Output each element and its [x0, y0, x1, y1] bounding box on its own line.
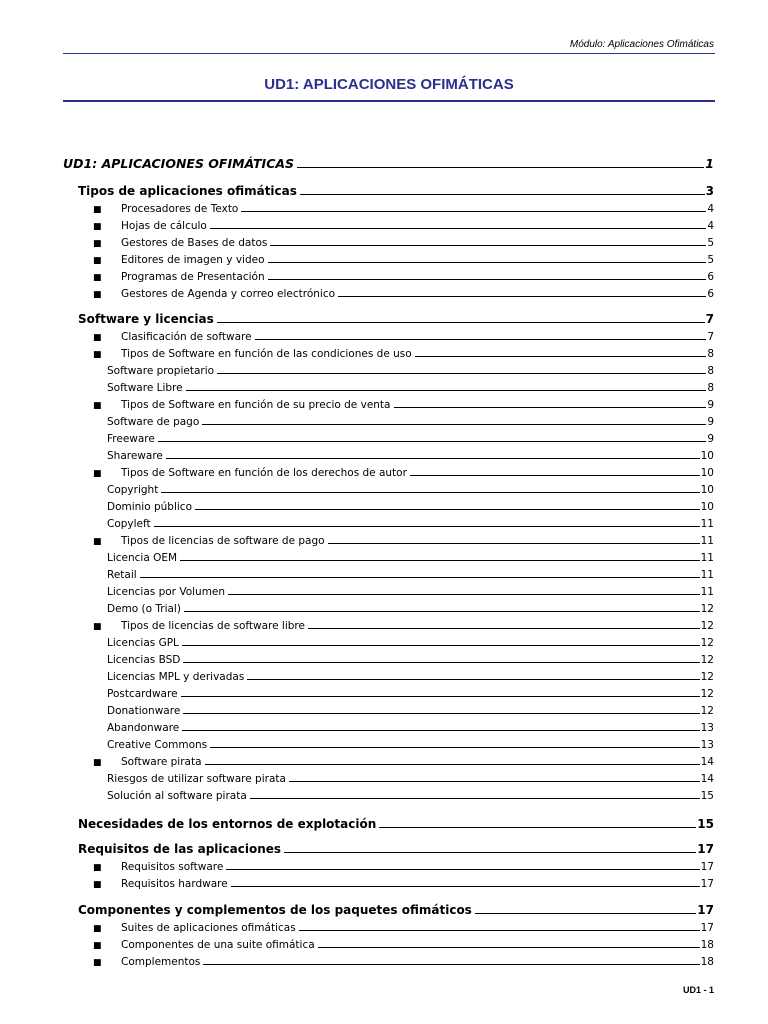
- toc-leader-line: [268, 279, 707, 280]
- toc-entry-page: 5: [707, 237, 714, 249]
- toc-leader-line: [415, 356, 707, 357]
- toc-leader-line: [217, 373, 706, 374]
- toc-entry-label: Freeware: [107, 433, 155, 445]
- bullet-icon: ■: [93, 941, 102, 951]
- bullet-icon: ■: [93, 333, 102, 343]
- toc-leader-line: [181, 696, 700, 697]
- toc-entry[interactable]: [107, 688, 714, 700]
- toc-entry-label: Licencias MPL y derivadas: [107, 671, 245, 683]
- toc-leader-line: [217, 322, 705, 323]
- toc-entry-page: 15: [700, 790, 714, 802]
- toc-leader-line: [182, 645, 700, 646]
- header-rule: [63, 53, 715, 54]
- toc-entry[interactable]: [93, 348, 714, 360]
- bullet-icon: ■: [93, 401, 102, 411]
- toc-entry-page: 4: [707, 220, 714, 232]
- toc-entry-label: Requisitos hardware: [121, 878, 228, 890]
- toc-entry-page: 13: [700, 722, 714, 734]
- toc-entry-label: Editores de imagen y video: [121, 254, 265, 266]
- toc-entry[interactable]: [107, 671, 714, 683]
- bullet-icon: ■: [93, 290, 102, 300]
- toc-leader-line: [183, 662, 699, 663]
- toc-entry-page: 7: [707, 331, 714, 343]
- toc-entry[interactable]: [78, 842, 714, 856]
- toc-entry[interactable]: [93, 756, 714, 768]
- toc-entry-page: 4: [707, 203, 714, 215]
- toc-leader-line: [186, 390, 707, 391]
- toc-entry-page: 12: [700, 603, 714, 615]
- toc-leader-line: [270, 245, 706, 246]
- toc-leader-line: [210, 747, 700, 748]
- toc-entry-label: Suites de aplicaciones ofimáticas: [121, 922, 296, 934]
- bullet-icon: ■: [93, 622, 102, 632]
- toc-entry[interactable]: [93, 535, 714, 547]
- toc-entry[interactable]: [107, 637, 714, 649]
- toc-entry[interactable]: [107, 365, 714, 377]
- toc-entry[interactable]: [93, 467, 714, 479]
- toc-entry-page: 9: [707, 433, 714, 445]
- toc-entry-page: 7: [705, 312, 714, 326]
- toc-entry[interactable]: [93, 288, 714, 300]
- toc-entry-page: 18: [700, 939, 714, 951]
- toc-entry-page: 11: [700, 552, 714, 564]
- toc-entry[interactable]: [107, 501, 714, 513]
- toc-entry-label: Retail: [107, 569, 137, 581]
- toc-entry-label: Riesgos de utilizar software pirata: [107, 773, 286, 785]
- toc-entry-label: Complementos: [121, 956, 201, 968]
- bullet-icon: ■: [93, 239, 102, 249]
- toc-leader-line: [184, 611, 700, 612]
- toc-entry[interactable]: [107, 790, 714, 802]
- toc-entry-label: Requisitos software: [121, 861, 224, 873]
- toc-entry[interactable]: [78, 903, 714, 917]
- toc-entry-page: 14: [700, 773, 714, 785]
- toc-entry-page: 10: [700, 501, 714, 513]
- toc-leader-line: [284, 852, 696, 853]
- page-footer: UD1 - 1: [682, 985, 714, 995]
- toc-entry-label: Tipos de Software en función de su precio de venta: [121, 399, 391, 411]
- toc-entry-page: 17: [697, 842, 714, 856]
- toc-entry[interactable]: [107, 739, 714, 751]
- toc-entry-page: 17: [700, 922, 714, 934]
- toc-leader-line: [140, 577, 700, 578]
- toc-entry-page: 11: [700, 518, 714, 530]
- toc-entry[interactable]: [93, 956, 714, 968]
- toc-entry-label: Software propietario: [107, 365, 215, 377]
- toc-leader-line: [308, 628, 700, 629]
- toc-entry[interactable]: [93, 220, 714, 232]
- bullet-icon: ■: [93, 469, 102, 479]
- bullet-icon: ■: [93, 205, 102, 215]
- toc-leader-line: [289, 781, 700, 782]
- title-rule: [63, 100, 715, 102]
- toc-leader-line: [318, 947, 700, 948]
- toc-entry-page: 8: [707, 365, 714, 377]
- toc-entry[interactable]: [107, 433, 714, 445]
- toc-entry[interactable]: [93, 331, 714, 343]
- toc-entry-page: 12: [700, 620, 714, 632]
- toc-entry-label: Creative Commons: [107, 739, 208, 751]
- toc-entry-label: Gestores de Bases de datos: [121, 237, 268, 249]
- bullet-icon: ■: [93, 758, 102, 768]
- toc-entry[interactable]: [107, 705, 714, 717]
- toc-entry-label: Software de pago: [107, 416, 200, 428]
- toc-leader-line: [268, 262, 707, 263]
- toc-leader-line: [182, 730, 699, 731]
- bullet-icon: ■: [93, 256, 102, 266]
- toc-leader-line: [195, 509, 700, 510]
- toc-entry[interactable]: [93, 939, 714, 951]
- bullet-icon: ■: [93, 958, 102, 968]
- toc-entry-page: 18: [700, 956, 714, 968]
- toc-entry-label: Copyright: [107, 484, 159, 496]
- toc-entry-label: Software Libre: [107, 382, 183, 394]
- toc-entry-label: Copyleft: [107, 518, 151, 530]
- toc-leader-line: [328, 543, 700, 544]
- toc-entry-label: Tipos de licencias de software de pago: [121, 535, 325, 547]
- toc-leader-line: [475, 913, 696, 914]
- toc-entry-label: Software pirata: [121, 756, 202, 768]
- toc-entry-page: 8: [707, 382, 714, 394]
- toc-entry-page: 12: [700, 671, 714, 683]
- toc-entry[interactable]: [93, 922, 714, 934]
- toc-leader-line: [166, 458, 700, 459]
- bullet-icon: ■: [93, 273, 102, 283]
- toc-entry-label: Clasificación de software: [121, 331, 252, 343]
- toc-entry[interactable]: [107, 773, 714, 785]
- toc-entry-page: 8: [707, 348, 714, 360]
- toc-entry[interactable]: [107, 586, 714, 598]
- toc-entry-label: Postcardware: [107, 688, 178, 700]
- toc-entry-page: 11: [700, 569, 714, 581]
- toc-entry-label: UD1: APLICACIONES OFIMÁTICAS: [63, 156, 295, 171]
- toc-entry[interactable]: [93, 620, 714, 632]
- bullet-icon: ■: [93, 350, 102, 360]
- toc-leader-line: [394, 407, 707, 408]
- toc-entry[interactable]: [107, 518, 714, 530]
- running-header: Módulo: Aplicaciones Ofimáticas: [569, 39, 714, 50]
- toc-entry-label: Componentes de una suite ofimática: [121, 939, 315, 951]
- toc-entry-label: Gestores de Agenda y correo electrónico: [121, 288, 336, 300]
- toc-entry-page: 13: [700, 739, 714, 751]
- toc-entry-label: Tipos de aplicaciones ofimáticas: [78, 184, 297, 198]
- toc-leader-line: [297, 167, 704, 168]
- toc-leader-line: [255, 339, 707, 340]
- toc-entry-label: Demo (o Trial): [107, 603, 181, 615]
- toc-leader-line: [410, 475, 700, 476]
- toc-entry-page: 9: [707, 416, 714, 428]
- toc-entry[interactable]: [93, 878, 714, 890]
- toc-entry-label: Dominio público: [107, 501, 193, 513]
- toc-leader-line: [183, 713, 699, 714]
- toc-entry-page: 9: [707, 399, 714, 411]
- document-title: UD1: APLICACIONES OFIMÁTICAS: [264, 76, 514, 93]
- toc-entry-label: Shareware: [107, 450, 163, 462]
- toc-entry[interactable]: [93, 237, 714, 249]
- toc-entry-label: Tipos de licencias de software libre: [121, 620, 305, 632]
- toc-entry[interactable]: [107, 722, 714, 734]
- toc-entry[interactable]: [93, 861, 714, 873]
- bullet-icon: ■: [93, 863, 102, 873]
- toc-entry-label: Solución al software pirata: [107, 790, 247, 802]
- toc-entry-page: 10: [700, 484, 714, 496]
- toc-entry[interactable]: [107, 382, 714, 394]
- toc-entry[interactable]: [107, 484, 714, 496]
- toc-entry-label: Componentes y complementos de los paquetes ofimáticos: [78, 903, 472, 917]
- toc-entry-page: 10: [700, 467, 714, 479]
- toc-entry[interactable]: [107, 569, 714, 581]
- toc-entry-page: 15: [697, 817, 714, 831]
- toc-leader-line: [210, 228, 706, 229]
- toc-entry[interactable]: [93, 254, 714, 266]
- toc-leader-line: [300, 194, 705, 195]
- toc-entry-page: 6: [707, 271, 714, 283]
- toc-entry-label: Programas de Presentación: [121, 271, 265, 283]
- toc-entry-page: 11: [700, 586, 714, 598]
- toc-entry-page: 12: [700, 705, 714, 717]
- bullet-icon: ■: [93, 880, 102, 890]
- toc-leader-line: [247, 679, 699, 680]
- toc-leader-line: [202, 424, 706, 425]
- toc-entry-label: Licencias por Volumen: [107, 586, 226, 598]
- toc-entry-page: 14: [700, 756, 714, 768]
- toc-leader-line: [226, 869, 699, 870]
- toc-entry-page: 6: [707, 288, 714, 300]
- toc-entry-page: 11: [700, 535, 714, 547]
- toc-entry-label: Tipos de Software en función de los derechos de autor: [121, 467, 407, 479]
- toc-entry[interactable]: [93, 203, 714, 215]
- toc-leader-line: [250, 798, 700, 799]
- toc-entry[interactable]: [107, 552, 714, 564]
- toc-leader-line: [180, 560, 700, 561]
- toc-entry-page: 5: [707, 254, 714, 266]
- bullet-icon: ■: [93, 537, 102, 547]
- toc-entry-page: 3: [705, 184, 714, 198]
- toc-leader-line: [205, 764, 700, 765]
- toc-entry-label: Licencias GPL: [107, 637, 179, 649]
- toc-entry-label: Procesadores de Texto: [121, 203, 239, 215]
- toc-entry[interactable]: [63, 156, 714, 171]
- toc-leader-line: [158, 441, 706, 442]
- toc-entry[interactable]: [78, 312, 714, 326]
- toc-entry-page: 17: [700, 878, 714, 890]
- toc-entry[interactable]: [107, 603, 714, 615]
- toc-leader-line: [203, 964, 699, 965]
- toc-entry[interactable]: [93, 399, 714, 411]
- toc-entry[interactable]: [78, 184, 714, 198]
- bullet-icon: ■: [93, 924, 102, 934]
- toc-leader-line: [161, 492, 699, 493]
- toc-entry[interactable]: [107, 450, 714, 462]
- toc-entry-page: 17: [697, 903, 714, 917]
- toc-entry-label: Donationware: [107, 705, 181, 717]
- toc-entry[interactable]: [107, 416, 714, 428]
- toc-entry-page: 12: [700, 688, 714, 700]
- toc-leader-line: [231, 886, 700, 887]
- toc-entry-label: Hojas de cálculo: [121, 220, 207, 232]
- toc-entry-label: Requisitos de las aplicaciones: [78, 842, 282, 856]
- toc-leader-line: [379, 827, 696, 828]
- toc-leader-line: [154, 526, 700, 527]
- toc-entry-page: 12: [700, 637, 714, 649]
- toc-leader-line: [241, 211, 706, 212]
- bullet-icon: ■: [93, 222, 102, 232]
- toc-leader-line: [338, 296, 706, 297]
- toc-entry-page: 17: [700, 861, 714, 873]
- toc-entry-page: 12: [700, 654, 714, 666]
- toc-entry-page: 10: [700, 450, 714, 462]
- toc-entry[interactable]: [107, 654, 714, 666]
- toc-entry[interactable]: [93, 271, 714, 283]
- toc-entry[interactable]: [78, 817, 714, 831]
- toc-entry-label: Licencias BSD: [107, 654, 181, 666]
- toc-entry-label: Software y licencias: [78, 312, 214, 326]
- toc-entry-label: Necesidades de los entornos de explotación: [78, 817, 377, 831]
- toc-leader-line: [228, 594, 700, 595]
- toc-entry-label: Tipos de Software en función de las condiciones de uso: [121, 348, 412, 360]
- toc-leader-line: [299, 930, 700, 931]
- toc-entry-label: Abandonware: [107, 722, 180, 734]
- toc-entry-label: Licencia OEM: [107, 552, 178, 564]
- toc-entry-page: 1: [705, 156, 714, 171]
